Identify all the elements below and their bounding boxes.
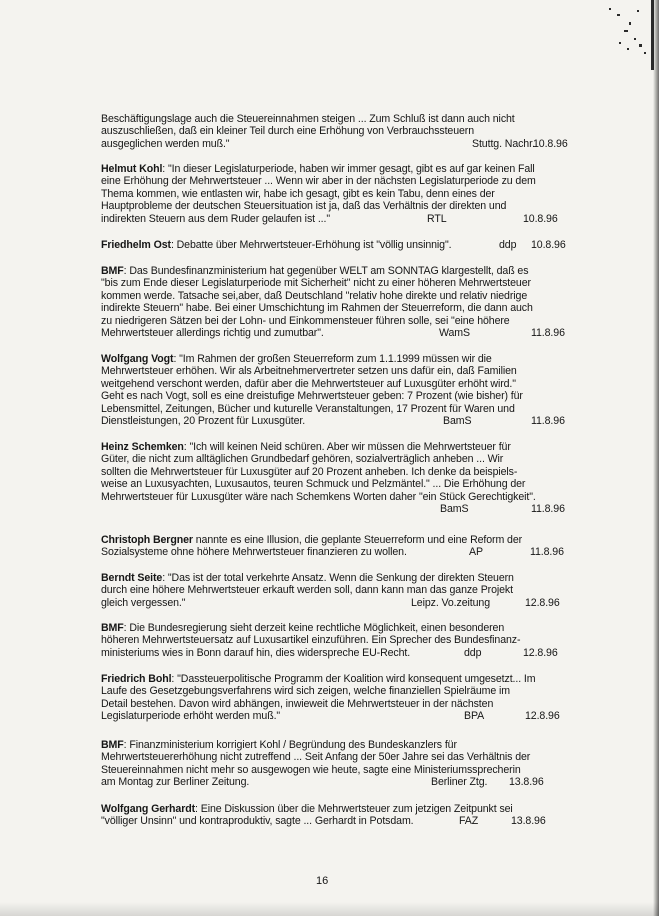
entry-line: Hauptprobleme der deutschen Steuersituation ist ja, daß das Verhältnis der direkten und bbox=[101, 200, 507, 213]
date-label: 12.8.96 bbox=[525, 710, 560, 723]
entry-line bbox=[101, 647, 573, 659]
entry-line: Güter, die nicht zum alltäglichen Grundbedarf gehören, sozialverträglich anheben ... Wir bbox=[101, 453, 504, 466]
source-label: BPA bbox=[464, 710, 485, 723]
date-label: 13.8.96 bbox=[509, 776, 544, 789]
date-label: 10.8.96 bbox=[523, 212, 558, 225]
entry-line bbox=[101, 327, 573, 339]
entry-line bbox=[101, 239, 573, 251]
date-label: 12.8.96 bbox=[523, 646, 558, 659]
entry-line: eine Erhöhung der Mehrwertsteuer ... Wenn wir aber in der nächsten Legislaturperiode zu dem bbox=[101, 175, 536, 188]
source-label: WamS bbox=[439, 326, 470, 339]
entry-line: kommen werde. Tatsache sei,aber, daß Deutschland "relativ hohe direkte und relativ niedrige bbox=[101, 289, 528, 302]
speaker-name: BMF bbox=[101, 739, 124, 751]
speaker-name: Friedhelm Ost bbox=[101, 239, 171, 251]
entry-line bbox=[101, 265, 573, 277]
source-label: FAZ bbox=[459, 815, 479, 828]
source-label: Berliner Ztg. bbox=[431, 776, 488, 789]
entry-line-text: Legislaturperiode erhöht werden muß." bbox=[101, 710, 281, 723]
press-entry bbox=[101, 534, 573, 559]
entry-line bbox=[101, 597, 573, 609]
entry-line: Geht es nach Vogt, soll es eine dreistufige Mehrwertsteuer geben: 7 Prozent (wie bisher) für bbox=[101, 390, 523, 403]
entry-line bbox=[101, 572, 573, 584]
entry-line-text: ausgeglichen werden muß." bbox=[101, 137, 230, 150]
date-label: 10.8.96 bbox=[533, 137, 568, 150]
entry-line bbox=[101, 213, 573, 225]
entry-line bbox=[101, 546, 573, 558]
entry-line bbox=[101, 503, 573, 515]
press-entry bbox=[101, 265, 573, 339]
speaker-name: Wolfgang Vogt bbox=[101, 353, 174, 365]
entry-line-text: nannte es eine Illusion, die geplante Steuerreform und eine Reform der bbox=[192, 534, 523, 546]
entry-line: Beschäftigungslage auch die Steuereinnahmen steigen ... Zum Schluß ist dann auch nicht bbox=[101, 113, 515, 125]
entry-line: zu niedrigeren Sätzen bei der Lohn- und Einkommensteuer führen solle, sei "eine höhere bbox=[101, 314, 510, 327]
entry-line: indirekte Steuern" habe. Bei einer Umschichtung im Rahmen der Steuerreform, die dann auch bbox=[101, 302, 533, 315]
speaker-name: Friedrich Bohl bbox=[101, 673, 172, 685]
press-entry bbox=[101, 163, 573, 225]
entry-line bbox=[101, 710, 573, 722]
source-label: AP bbox=[469, 546, 483, 559]
entry-line: Mehrwertsteuer erhöhen. Wir als Arbeitnehmervertreter setzen uns dafür ein, daß Familien bbox=[101, 365, 517, 378]
entry-line: Thema kommen, wie entlasten wir, habe ich gesagt, gibt es kein Tabu, denn eines der bbox=[101, 187, 495, 200]
page-number: 16 bbox=[316, 875, 329, 887]
entry-line-text: : "In dieser Legislaturperiode, haben wir immer gesagt, gibt es auf gar keinen Fall bbox=[162, 163, 535, 175]
entry-line-text: Sozialsysteme ohne höhere Mehrwertsteuer finanzieren zu wollen. bbox=[101, 546, 407, 559]
scan-noise-corner bbox=[589, 0, 659, 70]
date-label: 11.8.96 bbox=[530, 546, 564, 559]
entry-line: weise an Luxusyachten, Luxusautos, teuren Schmuck und Pelzmäntel." ... Die Erhöhung der bbox=[101, 478, 526, 491]
date-label: 11.8.96 bbox=[531, 326, 565, 339]
entry-line bbox=[101, 353, 573, 365]
entry-line: "bis zum Ende dieser Legislaturperiode mit Sicherheit" nicht zu einer höheren Mehrwertsteuer bbox=[101, 277, 531, 290]
entry-line-text: gleich vergessen." bbox=[101, 596, 186, 609]
entry-line-text: indirekten Steuern aus dem Ruder gelaufen ist ..." bbox=[101, 212, 331, 225]
source-label: Stuttg. Nachr. bbox=[472, 137, 535, 150]
entry-line bbox=[101, 138, 573, 150]
entry-line: Mehrwertsteuer für Luxusgüter wäre nach Schemkens Worten daher "ein Stück Gerechtigkeit". bbox=[101, 490, 536, 503]
press-entry bbox=[101, 803, 573, 828]
entry-line: auszuschließen, daß ein kleiner Teil durch eine Erhöhung von Verbrauchssteuern bbox=[101, 125, 475, 138]
entry-line bbox=[101, 415, 573, 427]
entry-line: durch eine höhere Mehrwertsteuer erkauft werden soll, dann kann man das ganze Projekt bbox=[101, 584, 513, 597]
press-entry bbox=[101, 572, 573, 609]
entry-line bbox=[101, 776, 573, 788]
press-entry bbox=[101, 113, 573, 150]
date-label: 12.8.96 bbox=[525, 596, 560, 609]
entry-line-text: : Finanzministerium korrigiert Kohl / Begründung des Bundeskanzlers für bbox=[123, 739, 457, 751]
source-label: RTL bbox=[427, 212, 447, 225]
entry-line-text: : "Im Rahmen der großen Steuerreform zum 1.1.1999 müssen wir die bbox=[173, 353, 492, 365]
entry-line bbox=[101, 534, 573, 546]
source-label: BamS bbox=[440, 502, 469, 515]
date-label: 13.8.96 bbox=[511, 815, 546, 828]
date-label: 11.8.96 bbox=[531, 502, 565, 515]
entry-line bbox=[101, 163, 573, 175]
entry-line-text: : "Dassteuerpolitische Programm der Koalition wird konsequent umgesetzt... Im bbox=[171, 673, 536, 685]
entry-line: Detail bestehen. Davon wird abhängen, inwieweit die Mehrwertsteuer in der nächsten bbox=[101, 697, 494, 710]
entry-line bbox=[101, 803, 573, 815]
press-entry bbox=[101, 239, 573, 251]
source-label: ddp bbox=[464, 646, 482, 659]
speaker-name: BMF bbox=[101, 622, 124, 634]
scan-bottom-shadow bbox=[0, 902, 659, 916]
entry-line bbox=[101, 815, 573, 827]
date-label: 10.8.96 bbox=[531, 239, 566, 251]
entry-line-text: Mehrwertsteuer allerdings richtig und zumutbar". bbox=[101, 326, 324, 339]
source-label: BamS bbox=[443, 414, 472, 427]
entry-line: Lebensmittel, Zeitungen, Bücher und kuturelle Veranstaltungen, 17 Prozent für Waren und bbox=[101, 402, 515, 415]
press-entry bbox=[101, 441, 573, 515]
entry-line-text: Dienstleistungen, 20 Prozent für Luxusgüter. bbox=[101, 414, 306, 427]
entry-line-text: : "Das ist der total verkehrte Ansatz. Wenn die Senkung der direkten Steuern bbox=[162, 572, 514, 584]
speaker-name: Wolfgang Gerhardt bbox=[101, 803, 196, 815]
entry-line-text: : Debatte über Mehrwertsteuer-Erhöhung ist "völlig unsinnig". bbox=[170, 239, 452, 251]
entry-line-text: am Montag zur Berliner Zeitung. bbox=[101, 776, 250, 789]
entry-line: Laufe des Gesetzgebungsverfahrens wird sich zeigen, welche finanziellen Spielräume im bbox=[101, 685, 511, 698]
press-entry bbox=[101, 353, 573, 427]
entry-line: Steuereinnahmen nicht mehr so ausgewogen wie heute, sagte eine Ministeriumssprecherin bbox=[101, 763, 521, 776]
press-entry bbox=[101, 673, 573, 723]
entry-line-text: ministeriums wies in Bonn darauf hin, dies widerspreche EU-Recht. bbox=[101, 646, 411, 659]
press-entry bbox=[101, 739, 573, 789]
scan-edge-shadow bbox=[653, 0, 659, 916]
entry-line bbox=[101, 622, 573, 634]
speaker-name: Christoph Bergner bbox=[101, 534, 193, 546]
entry-line-text: "völliger Unsinn" und kontraproduktiv, sagte ... Gerhardt in Potsdam. bbox=[101, 815, 414, 828]
speaker-name: Heinz Schemken bbox=[101, 441, 184, 453]
entry-line: weitgehend verschont werden, dafür aber die Mehrwertsteuer auf Luxusgüter erhöht wird." bbox=[101, 377, 516, 390]
source-label: Leipz. Vo.zeitung bbox=[411, 596, 490, 609]
source-label: ddp bbox=[499, 239, 517, 251]
entry-line: sollten die Mehrwertsteuer für Luxusgüter auf 20 Prozent anheben. Ich denke da beispiels- bbox=[101, 465, 518, 478]
entry-line-text: : Die Bundesregierung sieht derzeit keine rechtliche Möglichkeit, einen besonderen bbox=[123, 622, 505, 634]
entry-line-text: : "Ich will keinen Neid schüren. Aber wir müssen die Mehrwertsteuer für bbox=[183, 441, 511, 453]
entry-line bbox=[101, 673, 573, 685]
entry-line-text: : Eine Diskussion über die Mehrwertsteuer zum jetzigen Zeitpunkt sei bbox=[195, 803, 513, 815]
speaker-name: Helmut Kohl bbox=[101, 163, 163, 175]
entry-line: Mehrwertsteuererhöhung nicht zutreffend ... Seit Anfang der 50er Jahre sei das Verhältnis der bbox=[101, 751, 531, 764]
entry-line: höheren Mehrwertsteuersatz auf Luxusartikel einzuführen. Ein Sprecher des Bundesfinanz- bbox=[101, 634, 521, 647]
entry-line bbox=[101, 739, 573, 751]
speaker-name: BMF bbox=[101, 265, 124, 277]
press-entry bbox=[101, 622, 573, 659]
date-label: 11.8.96 bbox=[531, 414, 565, 427]
entry-line bbox=[101, 441, 573, 453]
speaker-name: Berndt Seite bbox=[101, 572, 163, 584]
entry-line-text: : Das Bundesfinanzministerium hat gegenüber WELT am SONNTAG klargestellt, daß es bbox=[123, 265, 529, 277]
